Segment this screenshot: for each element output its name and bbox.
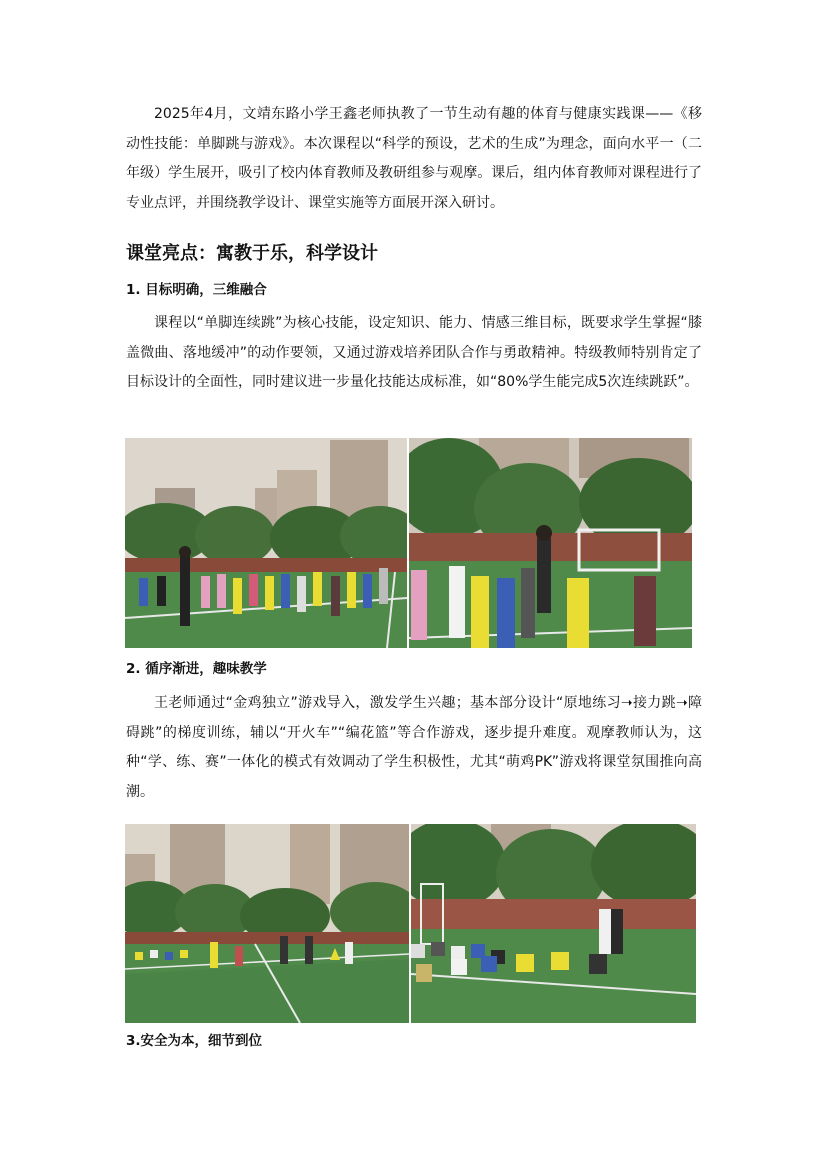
photo-students-seated-field	[125, 824, 409, 1023]
point-2-body: 王老师通过“金鸡独立”游戏导入，激发学生兴趣；基本部分设计“原地练习➝接力跳➝障碍跳”的梯度训练，辅以“开火车”“编花篮”等合作游戏，逐步提升难度。观摩教师认为，这种“学、练、赛”一体化的模式有效调动了学生积极性，尤其“萌鸡PK”游戏将课堂氛围推向高潮。	[126, 695, 702, 800]
section-title: 课堂亮点：寓教于乐，科学设计	[126, 243, 378, 264]
photo-class-line-up	[125, 438, 407, 648]
intro-paragraph: 2025年4月，文靖东路小学王鑫老师执教了一节生动有趣的体育与健康实践课——《移动性技能：单脚跳与游戏》。本次课程以“科学的预设，艺术的生成”为理念，面向水平一（二年级）学生展开，吸引了校内体育教师及教研组参与观摩。课后，组内体育教师对课程进行了专业点评，并围绕教学设计、课堂实施等方面展开深入研讨。	[126, 106, 702, 211]
point-1-body: 课程以“单脚连续跳”为核心技能，设定知识、能力、情感三维目标，既要求学生掌握“膝盖微曲、落地缓冲”的动作要领，又通过游戏培养团队合作与勇敢精神。特级教师特别肯定了目标设计的全面性，同时建议进一步量化技能达成标准，如“80%学生能完成5次连续跳跃”。	[126, 315, 702, 390]
photo-teacher-demonstration	[409, 438, 692, 648]
point-3-heading: 3.安全为本，细节到位	[126, 1033, 263, 1049]
point-2-heading: 2. 循序渐进，趣味教学	[126, 661, 267, 677]
point-1-heading: 1. 目标明确，三维融合	[126, 282, 267, 298]
photo-students-listening	[411, 824, 696, 1023]
